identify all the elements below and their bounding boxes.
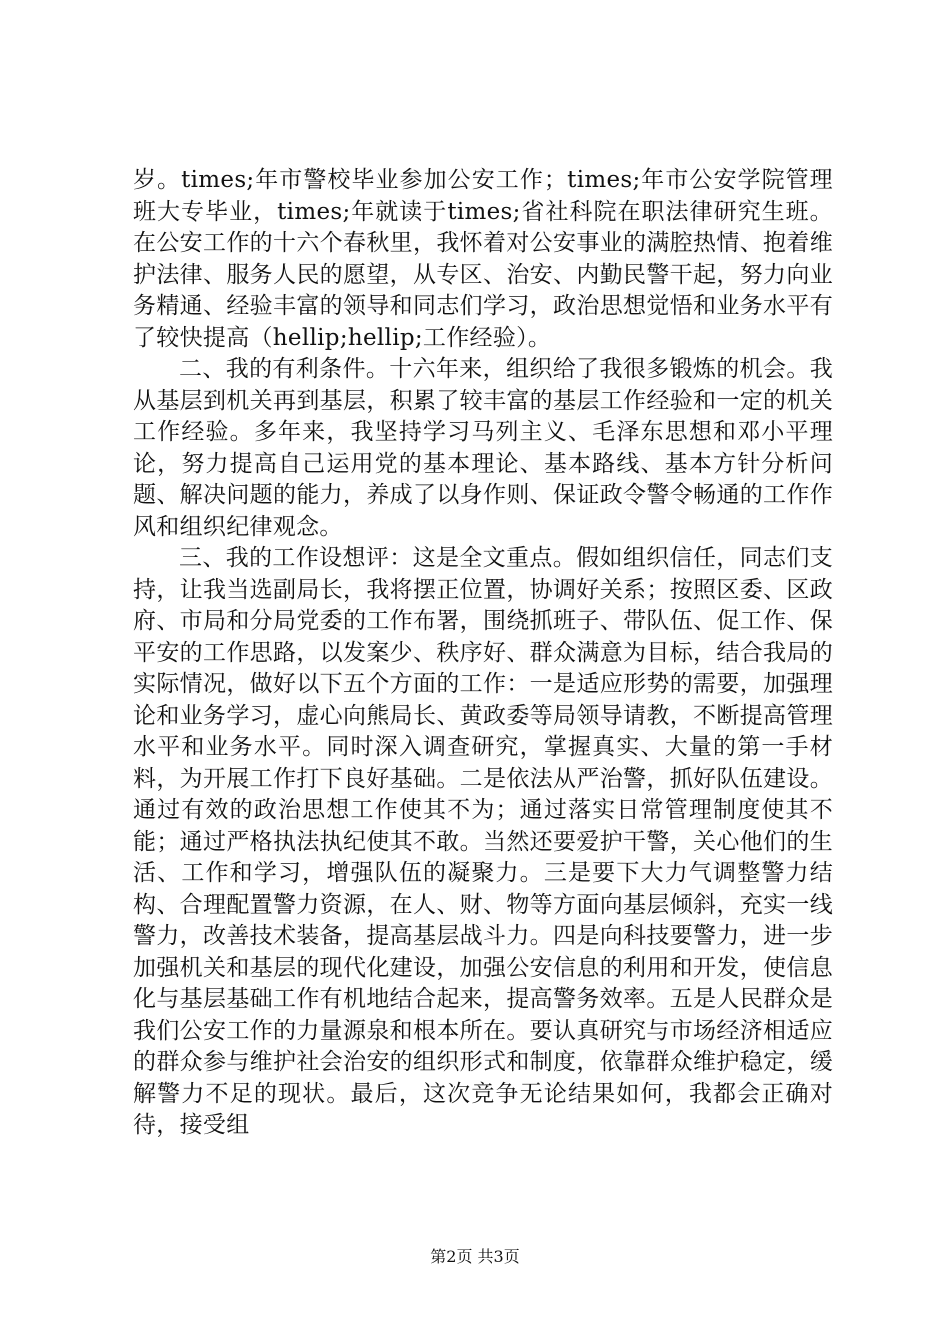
paragraph-work-plan: 三、我的工作设想评：这是全文重点。假如组织信任，同志们支持，让我当选副局长，我将摆正位置，协调好关系；按照区委、区政府、市局和分局党委的工作布署，围绕抓班子、带队伍、促工作、保平安的工作思路，以发案少、秩序好、群众满意为目标，结合我局的实际情况，做好以下五个方面的工作：一是适应形势的需要，加强理论和业务学习，虚心向熊局长、黄政委等局领导请教，不断提高管理水平和业务水平。同时深入调查研究，掌握真实、大量的第一手材料，为开展工作打下良好基础。二是依法从严治警，抓好队伍建设。通过有效的政治思想工作使其不为；通过落实日常管理制度使其不能；通过严格执法执纪使其不敢。当然还要爱护干警，关心他们的生活、工作和学习，增强队伍的凝聚力。三是要下大力气调整警力结构、合理配置警力资源，在人、财、物等方面向基层倾斜，充实一线警力，改善技术装备，提高基层战斗力。四是向科技要警力，进一步加强机关和基层的现代化建设，加强公安信息的利用和开发，使信息化与基层基础工作有机地结合起来，提高警务效率。五是人民群众是我们公安工作的力量源泉和根本所在。要认真研究与市场经济相适应的群众参与维护社会治安的组织形式和制度，依靠群众维护稳定，缓解警力不足的现状。最后，这次竞争无论结果如何，我都会正确对待，接受组	[133, 545, 833, 1138]
paragraph-favorable-conditions: 二、我的有利条件。十六年来，组织给了我很多锻炼的机会。我从基层到机关再到基层，积累了较丰富的基层工作经验和一定的机关工作经验。多年来，我坚持学习马列主义、毛泽东思想和邓小平理论，努力提高自己运用党的基本理论、基本路线、基本方针分析问题、解决问题的能力，养成了以身作则、保证政令警令畅通的工作作风和组织纪律观念。	[133, 356, 833, 540]
document-body	[133, 165, 833, 1142]
page-footer: 第2页 共3页	[430, 1247, 520, 1266]
paragraph-continuation: 岁。times;年市警校毕业参加公安工作；times;年市公安学院管理班大专毕业，times;年就读于times;省社科院在职法律研究生班。在公安工作的十六个春秋里，我怀着对公安事业的满腔热情、抱着维护法律、服务人民的愿望，从专区、治安、内勤民警干起，努力向业务精通、经验丰富的领导和同志们学习，政治思想觉悟和业务水平有了较快提高（hellip;hellip;工作经验）。	[133, 167, 833, 351]
